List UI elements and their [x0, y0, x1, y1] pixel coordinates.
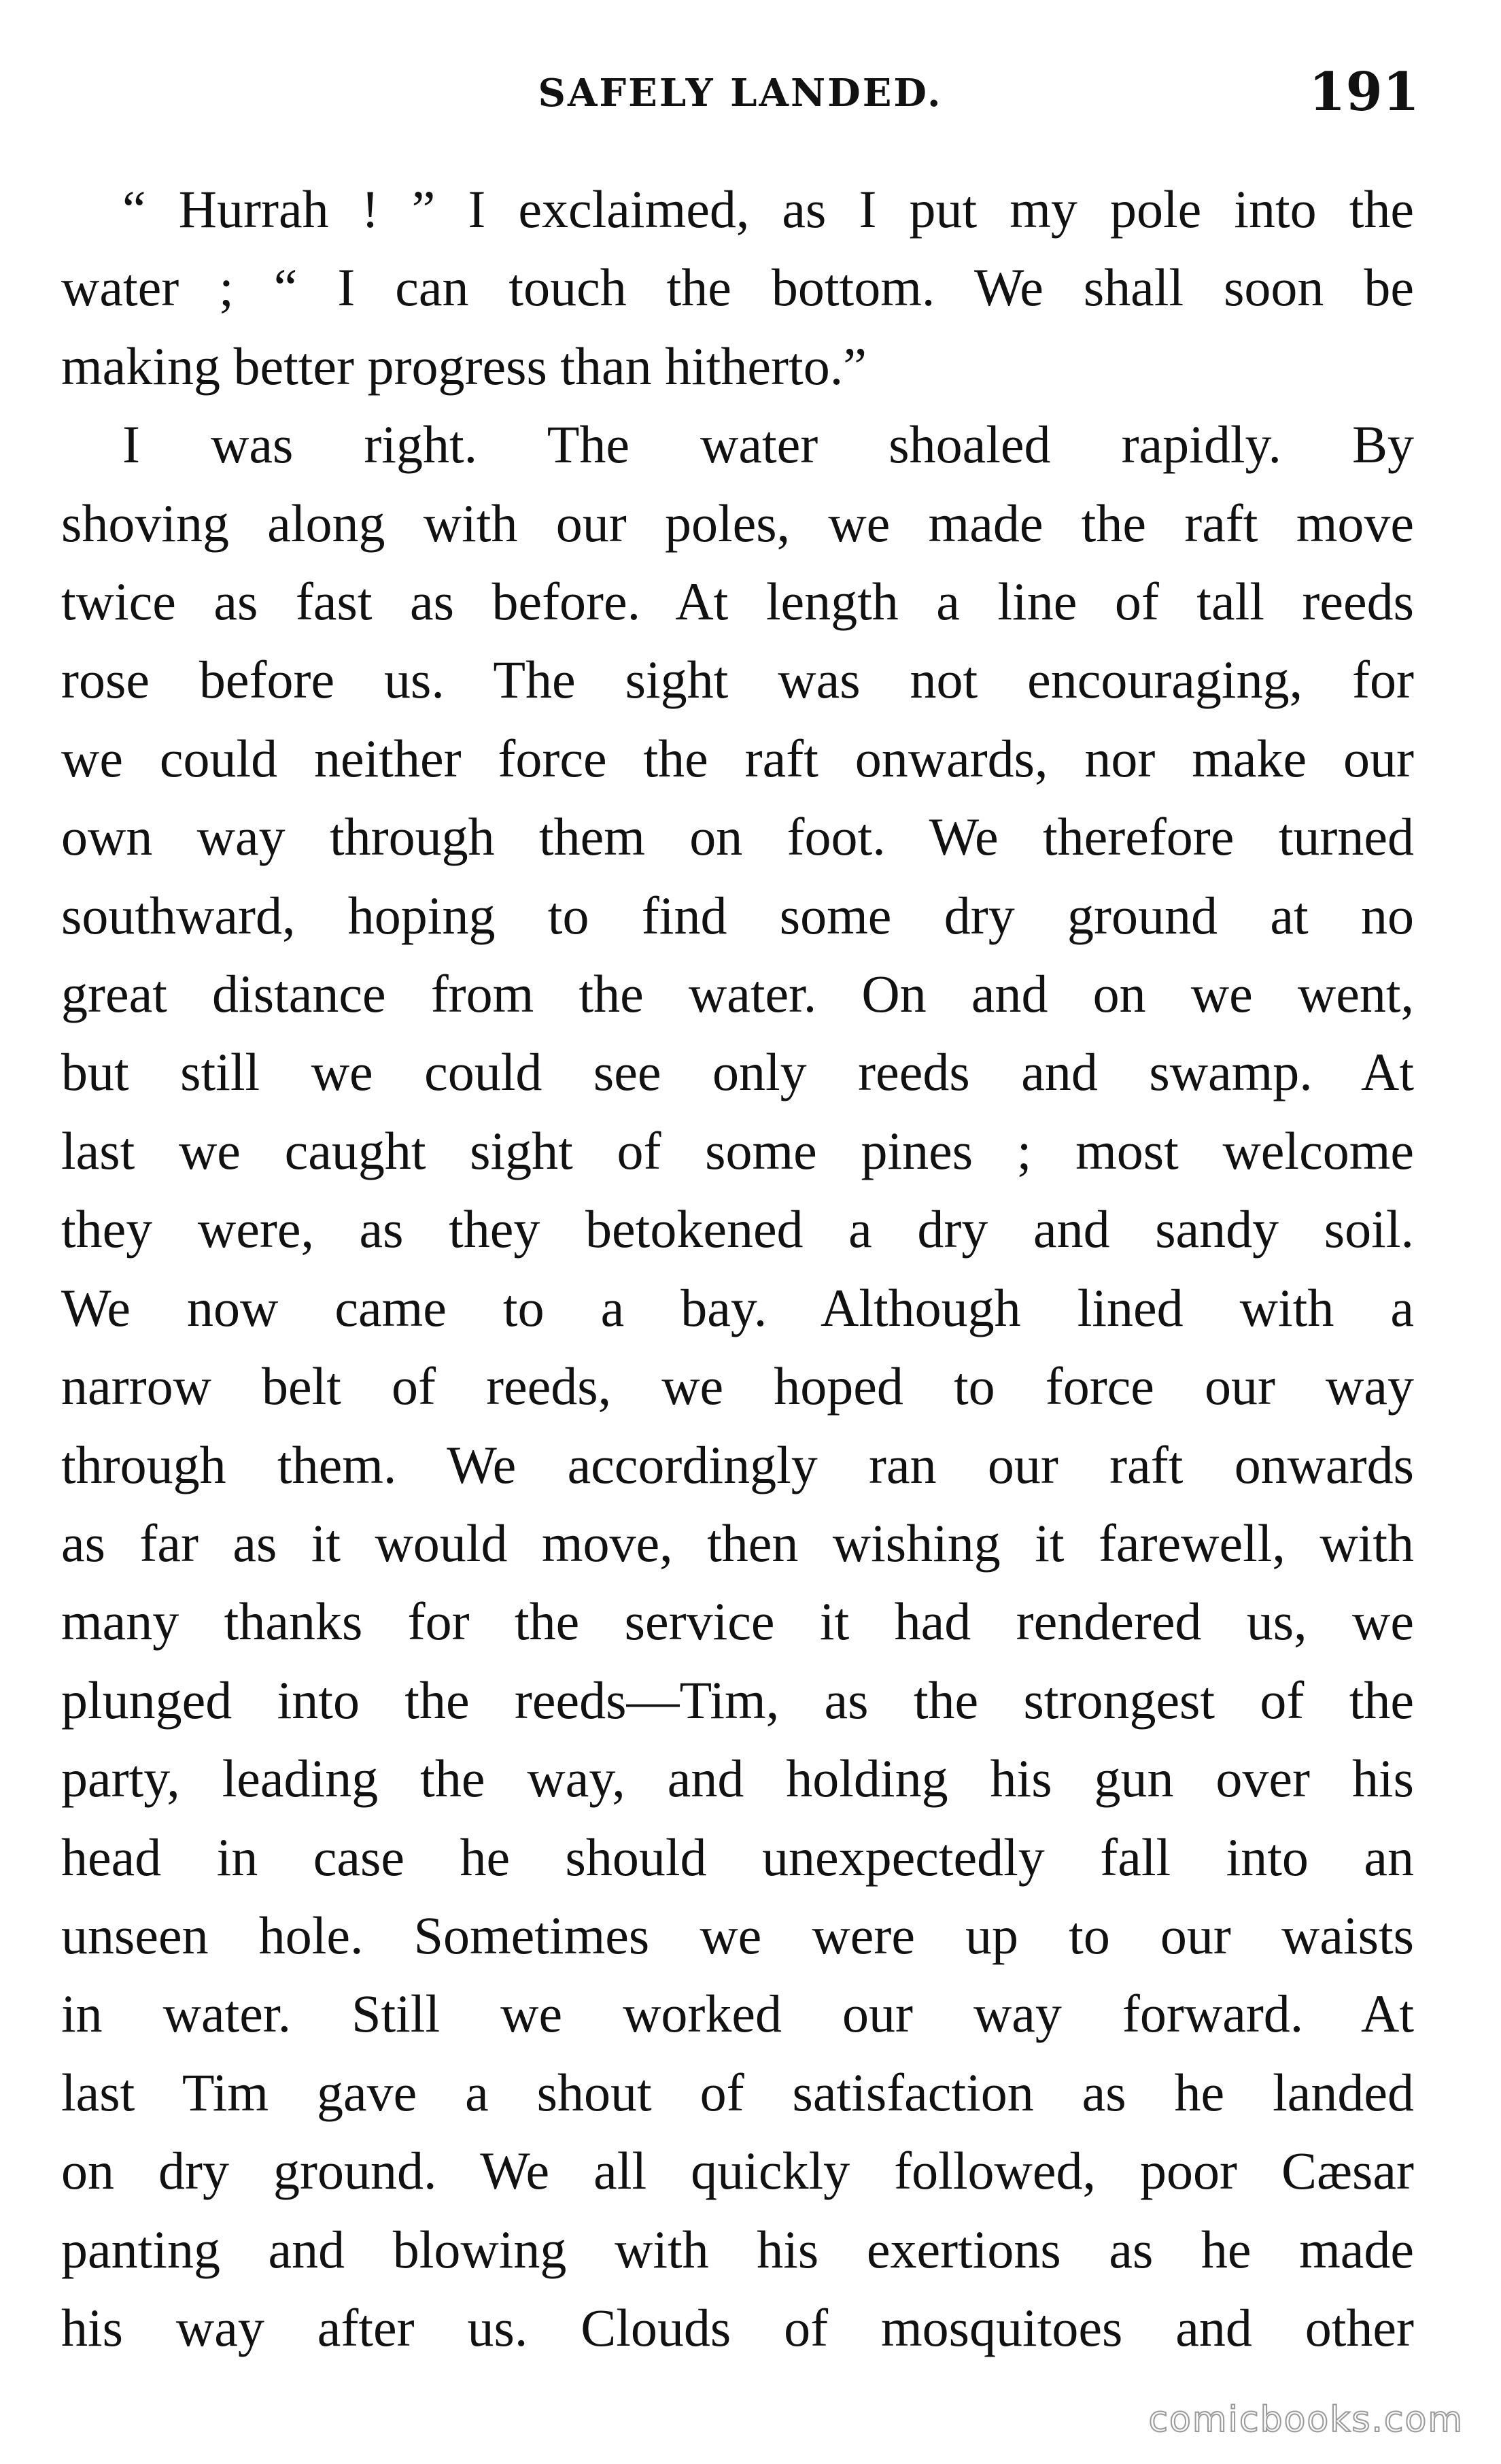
running-title: SAFELY LANDED. — [538, 71, 943, 116]
text-line: twice as fast as before. At length a line of tall reeds — [61, 572, 1414, 632]
text-line: head in case he should unexpectedly fall into an — [61, 1827, 1414, 1887]
text-line: southward, hoping to find some dry ground at no — [61, 885, 1414, 945]
text-line: they were, as they betokened a dry and sandy soil. — [61, 1199, 1414, 1259]
text-line: water ; “ I can touch the bottom. We shall soon be — [61, 258, 1414, 318]
text-line: panting and blowing with his exertions as he made — [61, 2219, 1414, 2279]
text-line: as far as it would move, then wishing it farewell, with — [61, 1513, 1414, 1573]
text-line: his way after us. Clouds of mosquitoes and other — [61, 2297, 1414, 2357]
text-line: plunged into the reeds—Tim, as the strongest of the — [61, 1670, 1414, 1730]
text-line: we could neither force the raft onwards, nor make our — [61, 728, 1414, 788]
body-text — [61, 170, 1414, 2367]
text-line: shoving along with our poles, we made the raft move — [61, 493, 1414, 553]
text-line: great distance from the water. On and on we went, — [61, 964, 1414, 1024]
text-line: “ Hurrah ! ” I exclaimed, as I put my pole into the — [122, 179, 1414, 239]
text-line: last Tim gave a shout of satisfaction as he landed — [61, 2062, 1414, 2122]
text-line: party, leading the way, and holding his gun over his — [61, 1749, 1414, 1809]
text-line: I was right. The water shoaled rapidly. By — [122, 415, 1414, 475]
text-line: making better progress than hitherto.” — [61, 336, 867, 396]
text-line: but still we could see only reeds and swamp. At — [61, 1042, 1414, 1102]
running-head — [61, 61, 1419, 122]
text-line: through them. We accordingly ran our raft onwards — [61, 1435, 1414, 1494]
text-line: many thanks for the service it had rendered us, we — [61, 1592, 1414, 1652]
text-line: last we caught sight of some pines ; most welcome — [61, 1120, 1414, 1180]
text-line: narrow belt of reeds, we hoped to force our way — [61, 1356, 1414, 1416]
text-line: own way through them on foot. We therefore turned — [61, 807, 1414, 867]
text-line: We now came to a bay. Although lined with a — [61, 1278, 1414, 1337]
text-line: in water. Still we worked our way forward. At — [61, 1984, 1414, 2044]
page-number: 191 — [1309, 61, 1419, 123]
text-line: on dry ground. We all quickly followed, poor Cæsar — [61, 2141, 1414, 2201]
text-line: rose before us. The sight was not encouraging, for — [61, 650, 1414, 710]
watermark: comicbooks.com — [1148, 2399, 1464, 2440]
text-line: unseen hole. Sometimes we were up to our waists — [61, 1905, 1414, 1965]
